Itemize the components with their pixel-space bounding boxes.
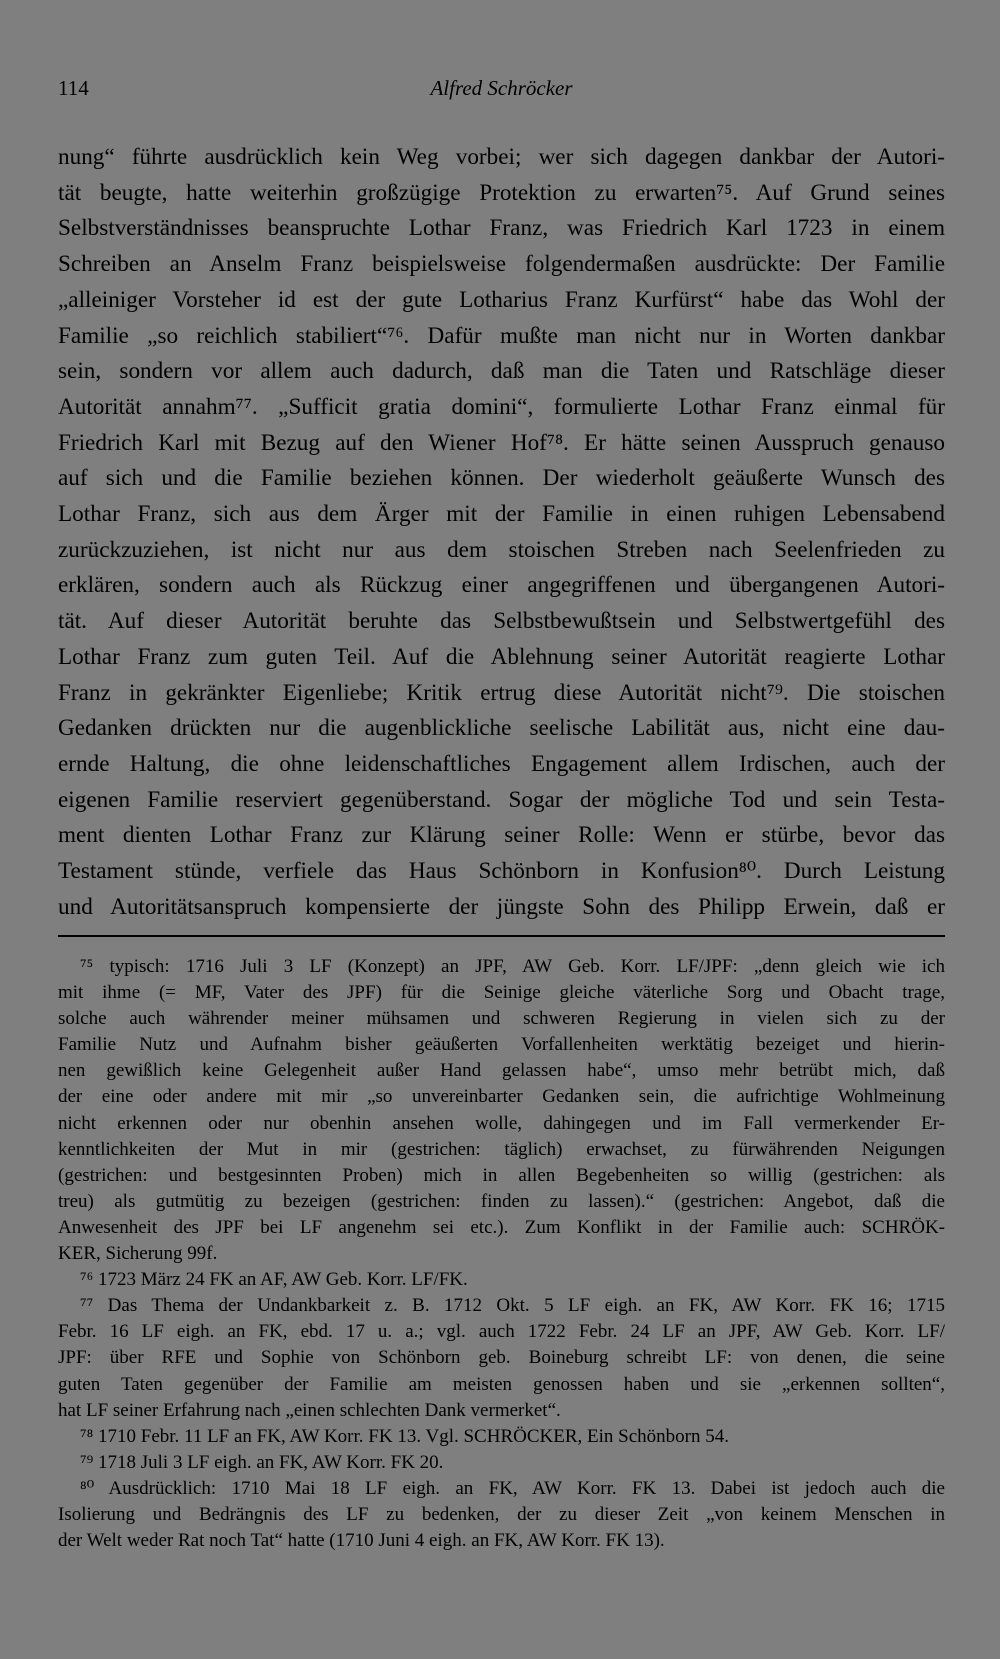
body-line: eigenen Familie reserviert gegenüberstand. Sogar der mögliche Tod und sein Testa- <box>58 786 945 813</box>
footnote-77-line: ⁷⁷ Das Thema der Undankbarkeit z. B. 1712 Okt. 5 LF eigh. an FK, AW Korr. FK 16; 1715 <box>80 1295 945 1317</box>
footnote-line: treu) als gutmütig zu bezeigen (gestrichen: finden zu lassen).“ (gestrichen: Angebot, daß die <box>58 1190 945 1212</box>
body-line: Friedrich Karl mit Bezug auf den Wiener Hof⁷⁸. Er hätte seinen Ausspruch genauso <box>58 429 945 456</box>
footnote-line: hat LF seiner Erfahrung nach „einen schlechten Dank vermerket“. <box>58 1399 561 1421</box>
footnote-separator <box>58 935 945 937</box>
footnote-line: KER, Sicherung 99f. <box>58 1243 218 1265</box>
body-line: tät beugte, hatte weiterhin großzügige Protektion zu erwarten⁷⁵. Auf Grund seines <box>58 179 945 206</box>
footnote-line: der Welt weder Rat noch Tat“ hatte (1710 Juni 4 eigh. an FK, AW Korr. FK 13). <box>58 1530 665 1552</box>
body-line: sein, sondern vor allem auch dadurch, daß man die Taten und Ratschläge dieser <box>58 358 945 385</box>
footnote-78-line: ⁷⁸ 1710 Febr. 11 LF an FK, AW Korr. FK 13. Vgl. SCHRÖCKER, Ein Schönborn 54. <box>80 1425 729 1447</box>
body-line: Schreiben an Anselm Franz beispielsweise folgendermaßen ausdrückte: Der Familie <box>58 251 945 278</box>
footnote-76-line: ⁷⁶ 1723 März 24 FK an AF, AW Geb. Korr. LF/FK. <box>80 1269 468 1291</box>
body-line: ernde Haltung, die ohne leidenschaftliches Engagement allem Irdischen, auch der <box>58 750 945 777</box>
body-line: Lothar Franz, sich aus dem Ärger mit der Familie in einen ruhigen Lebensabend <box>58 501 945 528</box>
body-line: nung“ führte ausdrücklich kein Weg vorbei; wer sich dagegen dankbar der Autori- <box>58 144 945 170</box>
footnote-line: guten Taten gegenüber der Familie am meisten genossen haben und sie „erkennen sollten“, <box>58 1373 945 1395</box>
footnote-line: Anwesenheit des JPF bei LF angenehm sei etc.). Zum Konflikt in der Familie auch: SCHRÖK- <box>58 1216 945 1238</box>
main-text <box>58 140 945 925</box>
footnote-79-line: ⁷⁹ 1718 Juli 3 LF eigh. an FK, AW Korr. FK 20. <box>80 1451 444 1473</box>
body-line: zurückzuziehen, ist nicht nur aus dem stoischen Streben nach Seelenfrieden zu <box>58 536 945 563</box>
footnotes <box>58 954 945 1554</box>
body-line: Autorität annahm⁷⁷. „Sufficit gratia domini“, formulierte Lothar Franz einmal für <box>58 393 945 420</box>
footnote-75-line: ⁷⁵ typisch: 1716 Juli 3 LF (Konzept) an JPF, AW Geb. Korr. LF/JPF: „denn gleich wie ich <box>80 956 945 977</box>
body-line: Franz in gekränkter Eigenliebe; Kritik ertrug diese Autorität nicht⁷⁹. Die stoischen <box>58 679 945 706</box>
body-line: ment dienten Lothar Franz zur Klärung seiner Rolle: Wenn er stürbe, bevor das <box>58 822 945 849</box>
footnote-line: solche auch währender meiner mühsamen und schweren Regierung in vielen sich zu der <box>58 1008 945 1030</box>
footnote-line: mit ihme (= MF, Vater des JPF) für die Seinige gleiche väterliche Sorg und Obacht trage, <box>58 982 945 1004</box>
footnote-line: kenntlichkeiten der Mut in mir (gestrichen: täglich) erwachset, zu fürwährenden Neigungen <box>58 1138 945 1160</box>
body-line: auf sich und die Familie beziehen können. Der wiederholt geäußerte Wunsch des <box>58 465 945 492</box>
body-line: tät. Auf dieser Autorität beruhte das Selbstbewußtsein und Selbstwertgefühl des <box>58 608 945 635</box>
footnote-line: Familie Nutz und Aufnahm bisher geäußerten Vorfallenheiten werktätig bezeiget und hierin- <box>58 1034 945 1056</box>
footnote-line: (gestrichen: und bestgesinnten Proben) mich in allen Begebenheiten so willig (gestrichen: als <box>58 1164 945 1186</box>
body-line: Lothar Franz zum guten Teil. Auf die Ablehnung seiner Autorität reagierte Lothar <box>58 643 945 670</box>
footnote-line: Isolierung und Bedrängnis des LF zu bedenken, der zu dieser Zeit „von keinem Menschen in <box>58 1503 945 1525</box>
running-title: Alfred Schröcker <box>430 76 573 100</box>
page-header <box>58 76 945 108</box>
footnote-line: der eine oder andere mit mir „so unvereinbarter Gedanken sein, die aufrichtige Wohlmeinung <box>58 1086 945 1108</box>
body-line: Gedanken drückten nur die augenblickliche seelische Labilität aus, nicht eine dau- <box>58 715 945 742</box>
footnote-line: Febr. 16 LF eigh. an FK, ebd. 17 u. a.; vgl. auch 1722 Febr. 24 LF an JPF, AW Geb. Korr. LF/ <box>58 1321 945 1343</box>
body-line: Selbstverständnisses beanspruchte Lothar Franz, was Friedrich Karl 1723 in einem <box>58 215 945 242</box>
page-number: 114 <box>58 76 89 100</box>
body-line: „alleiniger Vorsteher id est der gute Lotharius Franz Kurfürst“ habe das Wohl der <box>58 286 945 313</box>
footnote-line: nicht erkennen oder nur obenhin ansehen wolle, dahingegen und im Fall vermerkender Er- <box>58 1112 945 1134</box>
body-line: und Autoritätsanspruch kompensierte der jüngste Sohn des Philipp Erwein, daß er <box>58 893 945 920</box>
footnote-line: nen gewißlich keine Gelegenheit außer Hand gelassen habe“, umso mehr betrübt mich, daß <box>58 1060 945 1082</box>
body-line: Testament stünde, verfiele das Haus Schönborn in Konfusion⁸⁰. Durch Leistung <box>58 858 945 885</box>
footnote-80-line: ⁸⁰ Ausdrücklich: 1710 Mai 18 LF eigh. an FK, AW Korr. FK 13. Dabei ist jedoch auch die <box>80 1477 945 1499</box>
body-line: Familie „so reichlich stabiliert“⁷⁶. Dafür mußte man nicht nur in Worten dankbar <box>58 322 945 349</box>
footnote-line: JPF: über RFE und Sophie von Schönborn geb. Boineburg schreibt LF: von denen, die seine <box>58 1347 945 1369</box>
body-line: erklären, sondern auch als Rückzug einer angegriffenen und übergangenen Autori- <box>58 572 945 599</box>
